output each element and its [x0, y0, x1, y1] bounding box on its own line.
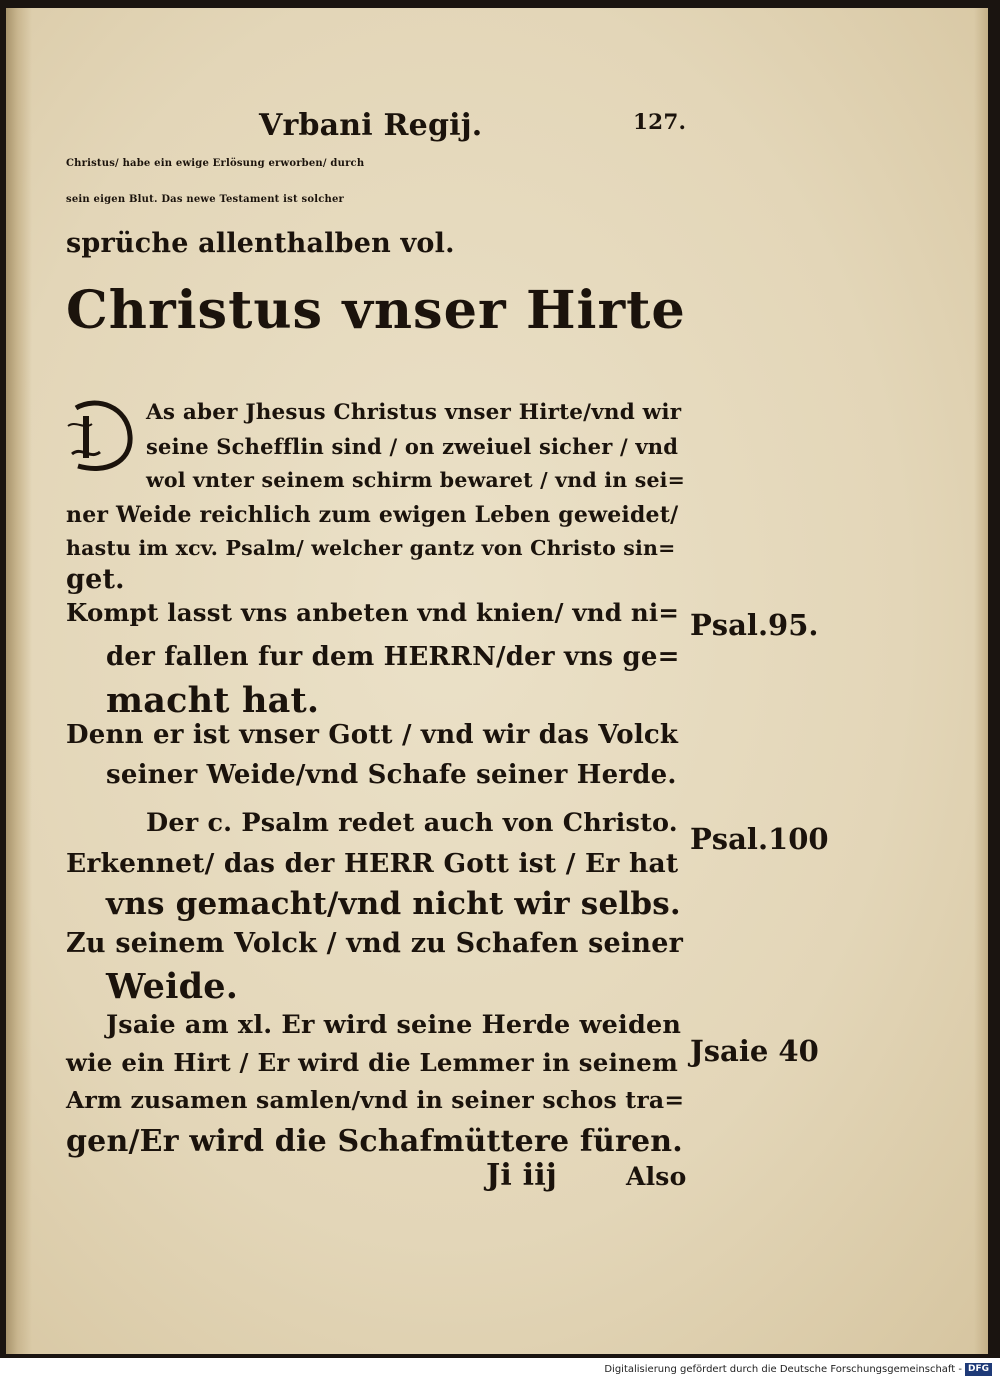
decorated-initial-d-icon: [66, 396, 136, 476]
page-gutter-shadow: [6, 8, 32, 1354]
verse-line-1: Kompt lasst vns anbeten vnd knien/ vnd ni=: [66, 598, 680, 627]
book-page: [6, 8, 988, 1354]
margin-note-psalm-95: Psal.95.: [690, 608, 819, 642]
paragraph-line-4: ner Weide reichlich zum ewigen Leben geweidet/: [66, 502, 679, 528]
page-edge-shadow: [974, 8, 988, 1354]
signature-mark: Ji iij: [486, 1158, 557, 1193]
paragraph-line-2: seine Schefflin sind / on zweiuel sicher / vnd: [146, 434, 679, 459]
catchword: Also: [626, 1162, 687, 1191]
dfg-logo: DFG: [965, 1363, 992, 1376]
margin-note-psalm-100: Psal.100: [690, 822, 829, 856]
isaiah-line-1: Jsaie am xl. Er wird seine Herde weiden: [106, 1010, 682, 1040]
isaiah-line-3: Arm zusamen samlen/vnd in seiner schos tra=: [66, 1086, 685, 1114]
footer-text: Digitalisierung gefördert durch die Deutsche Forschungsgemeinschaft -: [604, 1364, 962, 1375]
intro-line-3: sprüche allenthalben vol.: [66, 228, 455, 259]
paragraph-line-6: get.: [66, 564, 125, 595]
psalm100-intro: Der c. Psalm redet auch von Christo.: [146, 808, 678, 838]
verse-line-2: der fallen fur dem HERRN/der vns ge=: [106, 642, 680, 672]
running-head: Vrbani Regij.: [259, 108, 483, 143]
verse-line-3: macht hat.: [106, 680, 320, 721]
isaiah-line-4: gen/Er wird die Schafmüttere füren.: [66, 1124, 683, 1159]
verse2-line-2: vns gemacht/vnd nicht wir selbs.: [106, 886, 681, 922]
verse-line-5: seiner Weide/vnd Schafe seiner Herde.: [106, 760, 677, 790]
margin-note-isaiah-40: Jsaie 40: [690, 1034, 819, 1068]
page-number: 127.: [633, 110, 687, 135]
verse2-line-1: Erkennet/ das der HERR Gott ist / Er hat: [66, 848, 679, 879]
verse2-line-3: Zu seinem Volck / vnd zu Schafen seiner: [66, 928, 684, 959]
intro-line-2: sein eigen Blut. Das newe Testament ist solcher: [66, 194, 344, 205]
paragraph-line-5: hastu im xcv. Psalm/ welcher gantz von Christo sin=: [66, 536, 676, 560]
isaiah-line-2: wie ein Hirt / Er wird die Lemmer in seinem: [66, 1048, 679, 1077]
section-heading: Christus vnser Hirte: [66, 280, 686, 341]
intro-line-1: Christus/ habe ein ewige Erlösung erworben/ durch: [66, 158, 365, 169]
footer-credit: [0, 1360, 992, 1379]
verse-line-4: Denn er ist vnser Gott / vnd wir das Volck: [66, 720, 679, 750]
verse2-line-4: Weide.: [106, 966, 239, 1007]
paragraph-line-1: As aber Jhesus Christus vnser Hirte/vnd wir: [146, 400, 682, 425]
paragraph-line-3: wol vnter seinem schirm bewaret / vnd in sei=: [146, 468, 686, 492]
